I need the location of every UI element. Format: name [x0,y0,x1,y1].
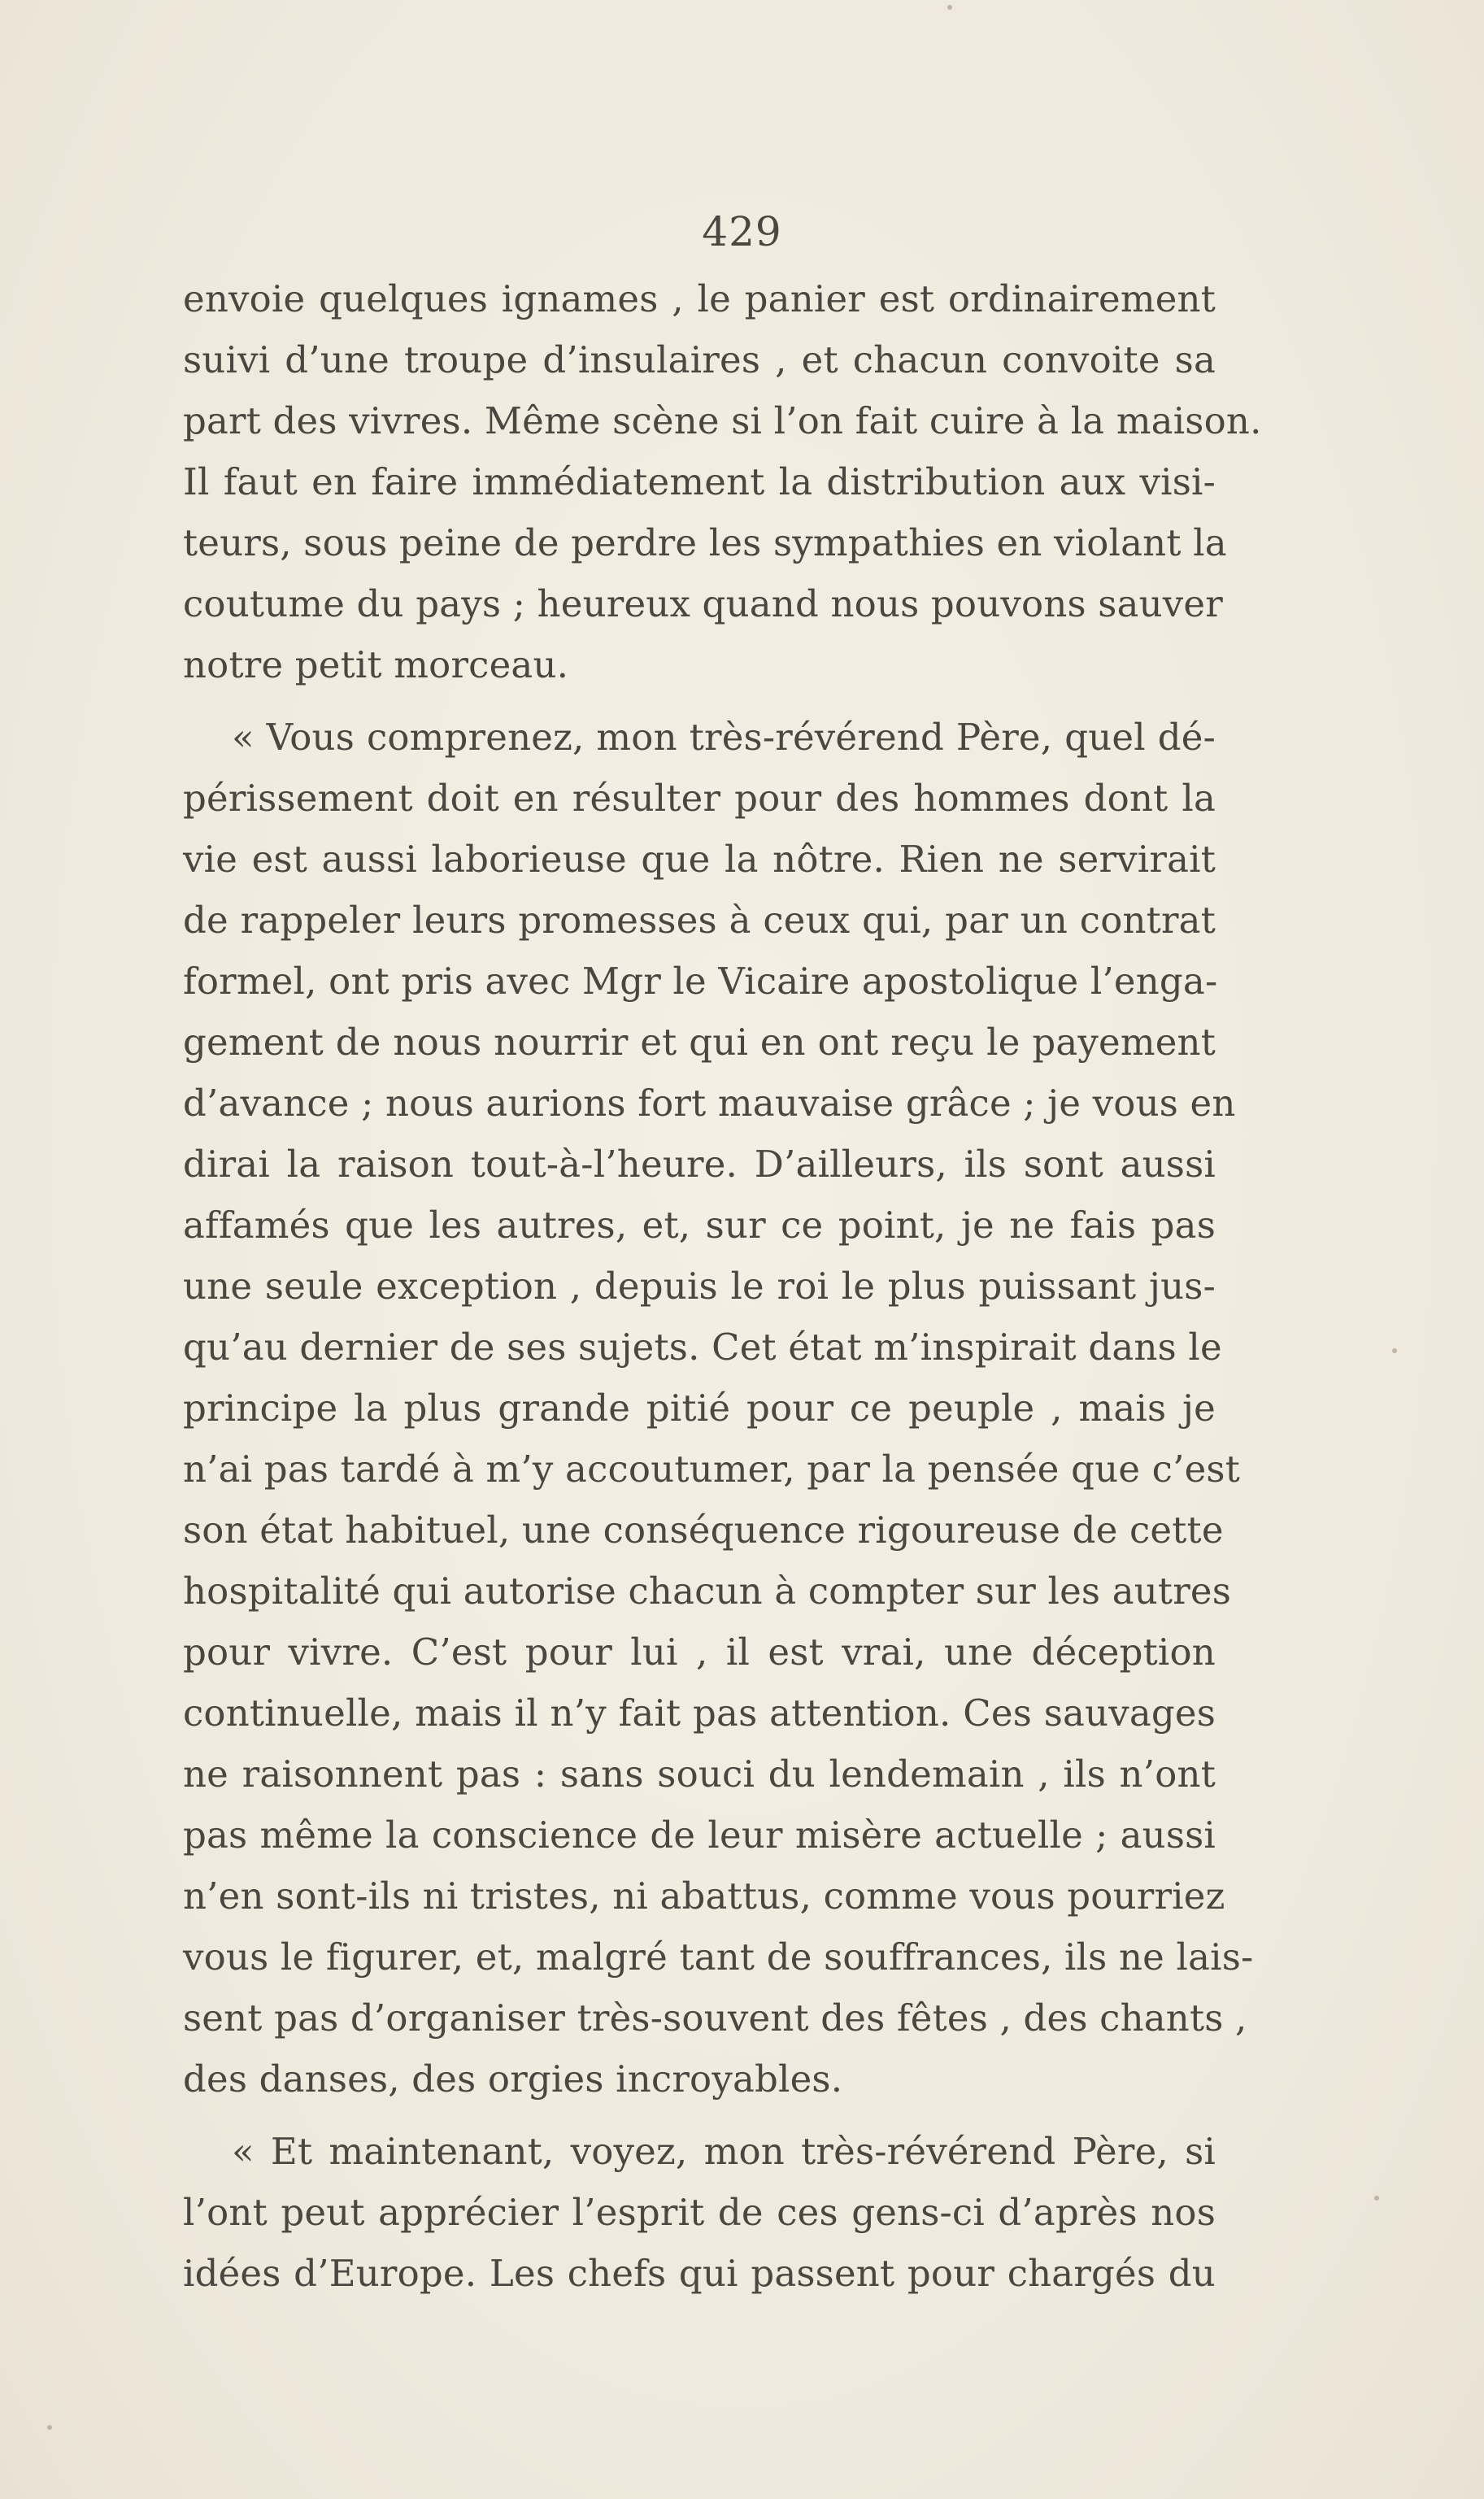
text-line: d’avance ; nous aurions fort mauvaise grâce ; je vous en [183,1082,1236,1125]
text-line: « Vous comprenez, mon très-révérend Père, quel dé- [232,716,1216,759]
body-text [183,268,1262,2304]
text-line: n’ai pas tardé à m’y accoutumer, par la pensée que c’est [183,1448,1240,1491]
text-line: de rappeler leurs promesses à ceux qui, par un contrat [183,899,1216,942]
text-line: notre petit morceau. [183,643,569,686]
text-line: des danses, des orgies incroyables. [183,2057,843,2101]
paragraph-2 [183,707,1254,2109]
paragraph-3 [183,2121,1216,2304]
text-line: pas même la conscience de leur misère actuelle ; aussi [183,1813,1216,1857]
text-line: ne raisonnent pas : sans souci du lendemain , ils n’ont [183,1752,1216,1796]
text-line: idées d’Europe. Les chefs qui passent pour chargés du [183,2252,1216,2295]
paragraph-1 [183,268,1262,695]
text-line: l’ont peut apprécier l’esprit de ces gens-ci d’après nos [183,2191,1216,2234]
text-line: « Et maintenant, voyez, mon très-révérend Père, si [232,2130,1216,2173]
text-line: formel, ont pris avec Mgr le Vicaire apostolique l’enga- [183,960,1218,1003]
text-line: teurs, sous peine de perdre les sympathies en violant la [183,521,1227,564]
text-line: hospitalité qui autorise chacun à compter sur les autres [183,1569,1232,1613]
text-line: dirai la raison tout-à-l’heure. D’ailleurs, ils sont aussi [183,1143,1216,1186]
text-line: Il faut en faire immédiatement la distribution aux visi- [183,460,1216,503]
text-line: sent pas d’organiser très-souvent des fêtes , des chants , [183,1996,1247,2040]
text-line: qu’au dernier de ses sujets. Cet état m’inspirait dans le [183,1326,1222,1369]
text-line: vous le figurer, et, malgré tant de souffrances, ils ne lais- [183,1935,1254,1979]
page-number: 429 [702,208,782,255]
text-line: part des vivres. Même scène si l’on fait cuire à la maison. [183,399,1262,442]
text-line: affamés que les autres, et, sur ce point, je ne fais pas [183,1204,1216,1247]
text-line: une seule exception , depuis le roi le plus puissant jus- [183,1265,1216,1308]
paper-speck [1374,2196,1379,2201]
text-line: envoie quelques ignames , le panier est ordinairement [183,277,1216,320]
text-line: son état habituel, une conséquence rigoureuse de cette [183,1509,1224,1552]
paragraph-spacer [183,695,1216,707]
paper-speck [47,2425,52,2430]
text-line: n’en sont-ils ni tristes, ni abattus, comme vous pourriez [183,1874,1225,1918]
text-line: suivi d’une troupe d’insulaires , et chacun convoite sa [183,338,1216,381]
text-line: pour vivre. C’est pour lui , il est vrai, une déception [183,1630,1216,1674]
text-line: principe la plus grande pitié pour ce peuple , mais je [183,1387,1216,1430]
text-line: périssement doit en résulter pour des hommes dont la [183,777,1216,820]
paper-speck [947,5,952,10]
text-line: continuelle, mais il n’y fait pas attention. Ces sauvages [183,1691,1216,1735]
text-line: gement de nous nourrir et qui en ont reçu le payement [183,1021,1216,1064]
text-line: vie est aussi laborieuse que la nôtre. Rien ne servirait [183,838,1216,881]
paper-speck [1392,1348,1397,1353]
text-line: coutume du pays ; heureux quand nous pouvons sauver [183,582,1223,625]
paragraph-spacer [183,2109,1216,2121]
